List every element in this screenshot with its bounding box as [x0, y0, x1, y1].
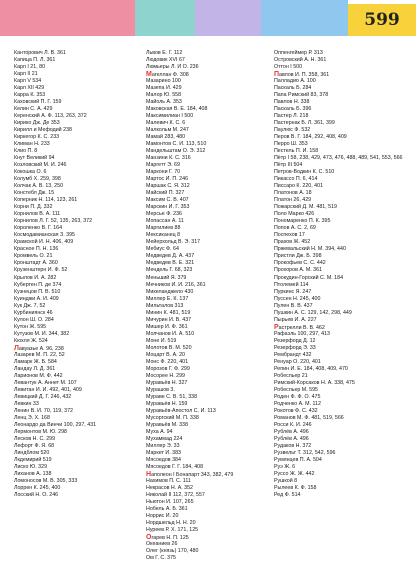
- index-entry: Корни П. Д. 332: [14, 204, 53, 211]
- index-entry: Кокошка О. 6: [14, 169, 47, 176]
- index-entry: Молотов В. М. 520: [146, 344, 192, 351]
- index-entry: Корнилов В. А. 111: [14, 211, 61, 218]
- index-entry: Рылеев К. Ф. 158: [274, 484, 317, 491]
- index-entry: Ленин В. И. 70, 119, 372: [14, 407, 73, 414]
- index-entry: Пастер Л. 218: [274, 113, 309, 120]
- index-entry: Мухаммад 224: [146, 435, 183, 442]
- name-index: [14, 50, 406, 562]
- index-entry-rest: аполеон I Бонапарт 343, 382, 479: [151, 471, 234, 478]
- index-entry: Оттон I 500: [274, 64, 303, 71]
- page-number: 599: [348, 4, 416, 36]
- index-entry: Кронштадт А. 360: [14, 260, 58, 267]
- index-entry: Манзини К. С. 316: [146, 155, 191, 162]
- index-entry: Кирико Дж. Де 353: [14, 120, 60, 127]
- index-entry: Лазарев М. П. 22, 52: [14, 351, 65, 358]
- index-entry: Клио П. 8: [14, 148, 38, 155]
- index-entry: Крылов И. А. 282: [14, 274, 57, 281]
- index-entry: Паскаль Б. 284: [274, 85, 312, 92]
- index-entry: Некрасов Н. А. 352: [146, 484, 194, 491]
- index-entry: Папа Римский 83, 378: [274, 92, 329, 99]
- index-entry: Муха А. 94: [146, 428, 173, 435]
- index-entry: Карл II 21: [14, 71, 38, 78]
- index-entry: Платонов А. 18: [274, 190, 312, 197]
- index-entry: Норрис И. 20: [146, 513, 179, 520]
- index-entry-rest: авлов И. П. 358, 361: [279, 72, 330, 79]
- index-entry: Меньший Я. 379: [146, 274, 187, 281]
- index-entry: Нахимов П. С. 111: [146, 477, 191, 484]
- letter-initial: Н: [146, 470, 152, 478]
- index-entry: Пулен В. В. 437: [274, 302, 313, 309]
- index-entry: Короленко В. Г. 164: [14, 225, 63, 232]
- index-entry: Коперник Н. 114, 123, 261: [14, 197, 78, 204]
- index-entry: Рублёв А. 496: [274, 428, 309, 435]
- index-entry: Пётр I 58, 238, 429, 473, 476, 488, 489, 541, 553, 566: [274, 155, 403, 162]
- index-entry: Медведев Д. А. 437: [146, 253, 195, 260]
- index-entry: Олег (князь) 170, 480: [146, 548, 199, 555]
- index-entry: Мурашов 3.: [146, 386, 175, 393]
- index-entry: Рублёв А. 496: [274, 435, 309, 442]
- index-entry: Карл V 534: [14, 78, 42, 85]
- index-entry: Робеспьер 21: [274, 372, 308, 379]
- index-entry: Ньютон И. 107, 265: [146, 499, 194, 505]
- index-entry: Ред Ф. 514: [274, 491, 301, 498]
- index-entry: Мексиканец 8: [146, 232, 181, 239]
- index-entry: Мясоедов Г. Г. 184, 408: [146, 463, 204, 470]
- index-entry: Оппенгеймер Р. 313: [274, 50, 323, 56]
- index-entry: Кутузов М. И. 344, 382: [14, 330, 70, 337]
- index-entry: Кутон Ж. 595: [14, 323, 47, 330]
- index-entry: Маркет И. 383: [146, 449, 181, 456]
- index-entry: Монс Ф. 220, 401: [146, 358, 189, 365]
- index-entry: [274, 71, 406, 78]
- index-entry: Козловский М. И. 246: [14, 162, 67, 169]
- index-entry: Миллер Е. К. 137: [146, 295, 189, 302]
- index-entry: Лесков Н. С. 299: [14, 435, 56, 442]
- index-entry: Мосорее Н. 299: [146, 372, 185, 379]
- index-entry: Моцарт В. А. 20: [146, 351, 185, 358]
- index-column-2: [146, 50, 270, 562]
- index-entry: Прокофьев С. С. 442: [274, 260, 326, 267]
- index-column-3: [274, 50, 406, 499]
- index-entry: Мазарино 100: [146, 78, 181, 85]
- index-entry: Маргетт Э. 69: [146, 162, 180, 169]
- index-entry: Павлов Н. 338: [274, 99, 310, 106]
- index-entry: Пономаренко П. К. 395: [274, 218, 331, 225]
- index-entry: Рокотов Ф. С. 432: [274, 407, 318, 414]
- index-entry: Островский А. Н. 361: [274, 57, 327, 64]
- index-entry: Римский-Корсаков Н. А. 338, 475: [274, 379, 355, 386]
- index-entry: Люмьеры Л. И О. 236: [146, 64, 199, 71]
- index-entry: Мопассан А. 11: [146, 218, 184, 225]
- index-entry: Перро Ш. 353: [274, 141, 308, 148]
- index-entry: Линдблом 520: [14, 449, 50, 456]
- letter-initial: Р: [274, 323, 279, 331]
- index-entry: Муравьёв Н. 327: [146, 379, 188, 386]
- index-entry: Марскин И. Г. 353: [146, 204, 190, 211]
- index-entry: Мандельштам О. Э. 312: [146, 148, 206, 155]
- index-entry: Писсаро К. 220, 401: [274, 183, 324, 190]
- index-entry: Климан Н. 233: [14, 141, 50, 148]
- index-entry: Пестель П. И. 158: [274, 148, 319, 155]
- index-entry: Прохоров А. М. 361: [274, 267, 323, 274]
- index-entry: Куинджи А. И. 409: [14, 295, 59, 302]
- index-entry: Келин С. А. 429: [14, 106, 53, 113]
- index-entry: Пожарский Д. М. 481, 519: [274, 204, 337, 211]
- index-entry: Пикассо П. 6, 414: [274, 176, 318, 183]
- index-entry: Маргилиев 88: [146, 225, 181, 232]
- index-entry: Рудаков Н. 372: [274, 442, 312, 449]
- letter-initial: П: [274, 71, 280, 79]
- index-entry: Паулюс Ф. 532: [274, 127, 311, 134]
- index-entry: Пуссен Н. 245, 400: [274, 295, 321, 302]
- index-entry: Мичурин И. В. 437: [146, 316, 192, 323]
- index-entry: Пётр III 504: [274, 162, 303, 169]
- index-entry: Малевич К. С. 6: [146, 120, 186, 127]
- index-entry-rest: агеллан Ф. 308: [151, 72, 189, 79]
- index-entry: Резерфорд Д. 12: [274, 337, 316, 344]
- index-entry: Моне И. 519: [146, 337, 177, 344]
- index-entry: Родченко А. М. 112: [274, 400, 321, 407]
- index-entry: [146, 471, 270, 478]
- index-entry: Мартос И. П. 246: [146, 176, 189, 183]
- index-entry: Левантук А. Аннет М. 107: [14, 379, 77, 386]
- index-entry: Левитан И. И. 492, 401, 409: [14, 386, 82, 393]
- index-entry: Керенский А. Ф. 113, 263, 372: [14, 113, 87, 120]
- index-entry: Николай II 112, 372, 557: [146, 491, 205, 498]
- index-entry: Мебиус Ф. 64: [146, 246, 179, 253]
- index-entry: Рушкой 8: [274, 477, 298, 484]
- index-entry: Романов М. Ф. 481, 519, 566: [274, 414, 344, 421]
- index-entry-rest: авуазье А. 96, 238: [18, 345, 64, 352]
- index-entry-rest: астрелли В. В. 462: [278, 324, 325, 331]
- index-entry: Молчанов И. А. 510: [146, 330, 195, 337]
- index-entry: Минин К. 481, 519: [146, 309, 191, 316]
- index-entry: Лоррен К. 245, 400: [14, 484, 61, 491]
- index-entry: [274, 324, 406, 331]
- index-entry: Мишер И. Ф. 361: [146, 323, 188, 330]
- index-entry: Кук Дж. 7, 52: [14, 302, 46, 309]
- index-entry: Ломоносов М. В. 305, 333: [14, 477, 78, 484]
- index-entry: Лефорт Ф. Я. 68: [14, 442, 55, 449]
- index-entry: Красное П. Н. 136: [14, 246, 59, 253]
- band-lavender: [195, 0, 261, 36]
- index-entry: Платон 26, 429: [274, 197, 312, 204]
- index-entry: Перов В. Г. 184, 292, 408, 409: [274, 134, 347, 141]
- index-entry: [146, 71, 270, 78]
- index-entry: Румянцев П. А. 504: [274, 456, 322, 463]
- index-entry: Лиско Ю. 329: [14, 463, 48, 470]
- index-entry: Мамонтов С. И. 113, 510: [146, 141, 207, 148]
- index-column-1: [14, 50, 142, 499]
- index-entry: Майский П. 327: [146, 190, 185, 197]
- index-entry: Мейерхольд В. Э. 317: [146, 239, 201, 246]
- index-entry: Пуркинс Я. 247: [274, 288, 312, 295]
- index-entry: Прокудин-Горский С. М. 184: [274, 274, 344, 281]
- index-entry: Ларионов М. Ф. 442: [14, 372, 63, 379]
- index-entry: Каховский П. Г. 159: [14, 99, 62, 106]
- index-entry: Максимилиан I 500: [146, 113, 194, 120]
- index-entry: Медведев В. Е. 321: [146, 260, 195, 267]
- index-entry: Кромвель О. 21: [14, 253, 53, 260]
- index-entry: Майоль А. 353: [146, 99, 182, 106]
- index-entry: Микеланджело 430: [146, 288, 194, 295]
- index-entry: Мечников И. И. 216, 361: [146, 281, 206, 288]
- index-entry: Капица П. Л. 361: [14, 57, 56, 64]
- index-entry: Лермонтов М. Ю. 298: [14, 428, 67, 435]
- index-entry: Рембрандт 432: [274, 351, 312, 358]
- band-blue: [261, 0, 348, 36]
- index-entry: Муравьёв-Апостол С. И. 113: [146, 407, 216, 414]
- index-entry: Максим С. В. 407: [146, 197, 189, 204]
- letter-initial: М: [146, 71, 152, 79]
- index-entry: Морозов Г. Ф. 299: [146, 365, 190, 372]
- index-entry: Репин И. Е. 184, 408, 409, 470: [274, 365, 348, 372]
- index-entry: Малкольм М. 247: [146, 127, 189, 134]
- letter-initial: О: [146, 534, 152, 542]
- index-entry: Пастернак Б. Л. 361, 399: [274, 120, 335, 127]
- index-entry: Крузенштерн И. Ф. 52: [14, 267, 68, 274]
- index-entry: Попов А. С. 2, 69: [274, 225, 316, 232]
- index-entry: Мендель Г. 68, 323: [146, 267, 193, 274]
- index-entry: Маршак С. Я. 312: [146, 183, 190, 190]
- index-entry: [146, 534, 270, 541]
- index-entry-rest: гарев Н. П. 125: [151, 535, 189, 542]
- index-entry: Паскаль Б. 396: [274, 106, 312, 113]
- index-entry: Ландау Л. Д. 361: [14, 365, 56, 372]
- index-entry: Кузнецов П. В. 510: [14, 288, 61, 295]
- letter-initial: Л: [14, 344, 19, 352]
- index-entry: Поспехов 17: [274, 232, 305, 239]
- index-entry: Колчак А. В. 13, 250: [14, 183, 64, 190]
- index-entry: Киркегор К. С. 233: [14, 134, 60, 141]
- index-entry: Лосский Н. О. 246: [14, 491, 59, 498]
- band-teal: [135, 0, 195, 36]
- index-entry: Нобель А. Б. 361: [146, 506, 188, 513]
- index-entry: Кирилл и Мефодий 238: [14, 127, 72, 134]
- index-entry: Ламарк Ж. Б. 584: [14, 358, 57, 365]
- index-entry: Курбиниянск 46: [14, 309, 53, 316]
- index-entry: Космодамианская З. 395: [14, 232, 76, 239]
- index-entry: Кубертен П. де 374: [14, 281, 62, 288]
- index-entry: [14, 345, 142, 352]
- index-entry: Львов Е. Г. 112: [146, 50, 183, 56]
- index-entry: Левицкий Д. Г. 246, 432: [14, 393, 72, 400]
- index-entry: Мильталов 313: [146, 302, 184, 309]
- index-entry: Нуреев Р. Х. 171, 125: [146, 527, 199, 534]
- index-entry: Нордшельд Н. Н. 20: [146, 520, 196, 527]
- index-entry: Мураве С. В. 51, 338: [146, 393, 198, 400]
- index-entry: Мазепа И. 429: [146, 85, 182, 92]
- index-entry: Пржевальский Н. М. 394, 440: [274, 246, 346, 253]
- index-entry: Карл I 21, 80: [14, 64, 46, 71]
- index-entry: Карра К. 353: [14, 92, 46, 99]
- index-entry: Левкин 33: [14, 400, 39, 407]
- index-entry: Малор Ю. 558: [146, 92, 182, 99]
- index-entry: Палладио А. 100: [274, 78, 316, 85]
- index-entry: Роден Ф. Ф. О. 475: [274, 393, 321, 400]
- index-entry: Прахов Ж. 452: [274, 239, 311, 246]
- index-entry: Канторович Л. В. 361: [14, 50, 66, 56]
- index-entry: Крамской И. Н. 406, 409: [14, 239, 74, 246]
- index-entry: Робеспьер М. 595: [274, 386, 318, 393]
- index-entry: Лиханов А. 138: [14, 470, 52, 477]
- index-entry: Карл XII 429: [14, 85, 45, 92]
- index-entry: Лкдемирий 519: [14, 456, 52, 463]
- index-entry: Ренуар О. 220, 401: [274, 358, 321, 365]
- index-entry: Рузвельт Т. 312, 542, 596: [274, 449, 336, 456]
- index-entry: Кнут Великий 94: [14, 155, 55, 162]
- index-entry: Резерфорд Э. 33: [274, 344, 316, 351]
- index-entry: Колумб Х. 259, 398: [14, 176, 61, 183]
- index-entry: Птолемей 114: [274, 281, 309, 288]
- index-entry: Петров-Водкин К. С. 510: [274, 169, 335, 176]
- index-entry: Поло Марко 426: [274, 211, 315, 218]
- index-entry: Мерсье Ф. 236: [146, 211, 182, 218]
- index-entry: Кулон Ш. О. 284: [14, 316, 54, 323]
- index-entry: Ленц Э. Х. 168: [14, 414, 50, 421]
- index-entry: Маковская В. Е. 184, 408: [146, 106, 208, 113]
- index-entry: Ом Г. С. 375: [146, 555, 177, 562]
- index-entry: Руэ Ж. 6: [274, 463, 296, 470]
- index-entry: Пристли Дж. Б. 398: [274, 253, 322, 260]
- index-entry: Маркони Г. 70: [146, 169, 181, 176]
- index-entry: Людовик XVI 67: [146, 57, 185, 64]
- index-entry: Рафаэль 100, 297, 413: [274, 330, 330, 337]
- index-entry: Муравьёв Н. 159: [146, 400, 188, 407]
- index-entry: Пырьев И. А. 227: [274, 316, 317, 323]
- index-entry: Корнилов Л. Г. 52, 135, 263, 372: [14, 218, 93, 225]
- index-entry: Кюхля Ж. 524: [14, 337, 48, 344]
- index-entry: Констебл Дж. 15: [14, 190, 55, 197]
- index-entry: Океаниев 26: [146, 541, 178, 548]
- index-entry: Росси К. И. 246: [274, 421, 312, 428]
- band-pink: [0, 0, 135, 36]
- index-entry: Миллер Э. 33: [146, 442, 180, 449]
- index-entry: Руссо Ж. Ж. 442: [274, 470, 315, 477]
- index-entry: Леонардо да Винчи 100, 297, 431: [14, 421, 97, 428]
- index-entry: Муравьёв М. 338: [146, 421, 188, 428]
- index-entry: Мусоргский М. П. 338: [146, 414, 199, 421]
- index-entry: Мамай 283, 480: [146, 134, 186, 141]
- index-entry: Пушкин А. С. 129, 142, 298, 449: [274, 309, 352, 316]
- index-entry: Мясоедов 384: [146, 456, 181, 463]
